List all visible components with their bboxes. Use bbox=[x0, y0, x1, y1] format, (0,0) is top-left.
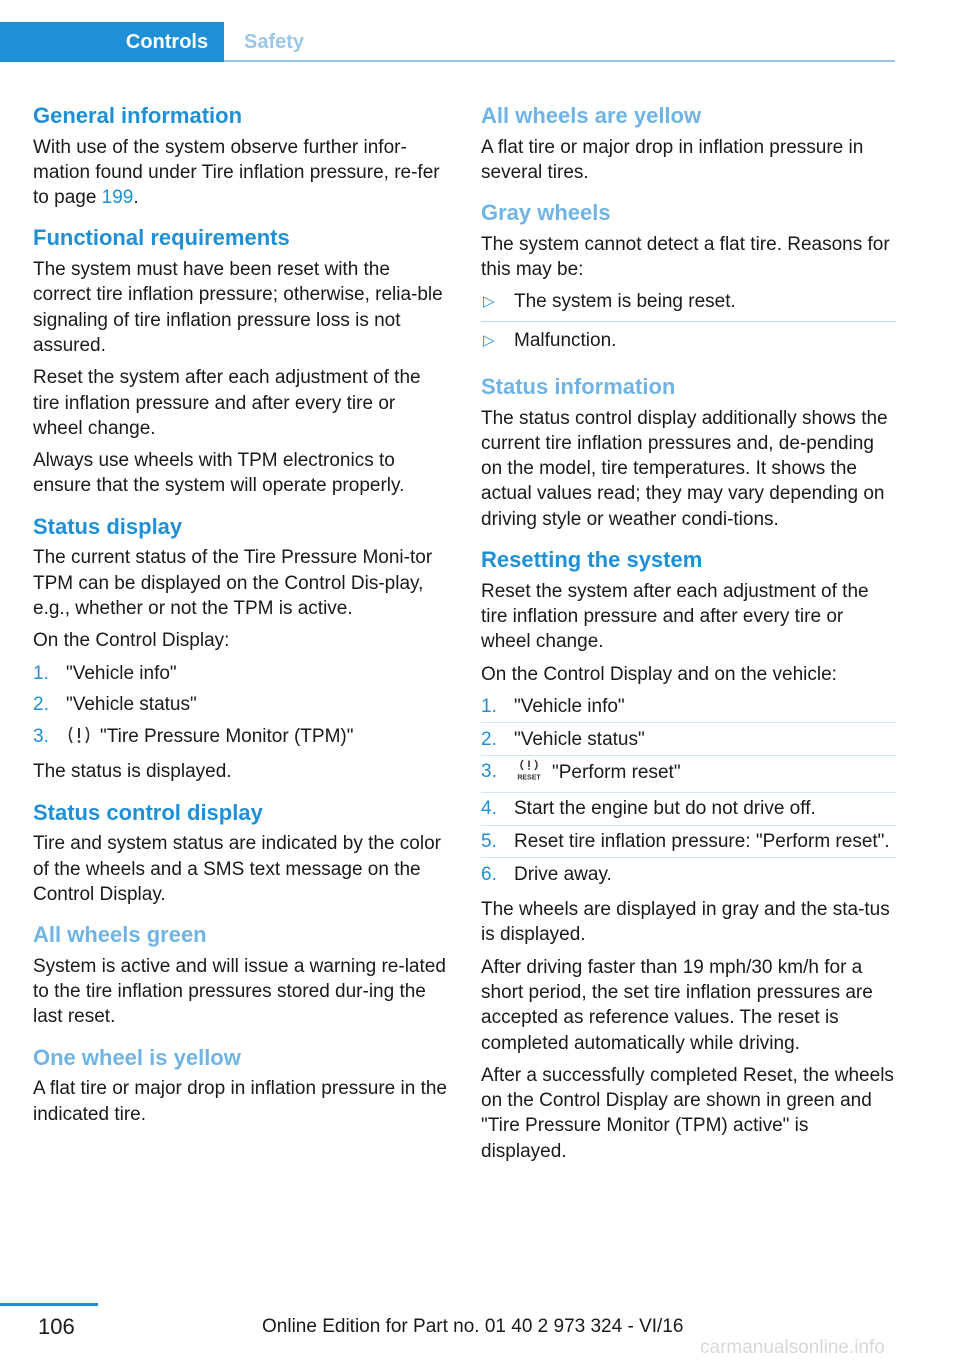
list-item: 6. Drive away. bbox=[481, 863, 612, 885]
watermark-text: carmanualsonline.info bbox=[700, 1337, 885, 1358]
status-display-text-3: The status is displayed. bbox=[33, 761, 232, 783]
status-information-text: The status control display additionally shows the current tire inflation pressures and, de-pending on the model, tire temperatures. It shows the actual values read; they may vary depending on driving style or weather condi-tions. bbox=[481, 407, 888, 530]
heading-functional-requirements: Functional requirements bbox=[33, 225, 290, 251]
section-one-wheel-yellow bbox=[33, 1044, 448, 1127]
section-status-information bbox=[481, 373, 896, 532]
tire-pressure-warning-icon bbox=[66, 725, 92, 752]
resetting-text-2: On the Control Display and on the vehicle: bbox=[481, 663, 837, 685]
heading-status-information: Status information bbox=[481, 373, 676, 399]
triangle-bullet-icon: ▷ bbox=[483, 331, 495, 349]
heading-gray-wheels: Gray wheels bbox=[481, 200, 611, 226]
list-item: 2. "Vehicle status" bbox=[481, 727, 896, 756]
tire-pressure-reset-icon bbox=[514, 759, 544, 788]
gray-wheels-text: The system cannot detect a flat tire. Reasons for this may be: bbox=[481, 233, 890, 281]
list-item: 3. RESET "Perform reset" bbox=[481, 759, 896, 792]
list-item: 3. "Tire Pressure Monitor (TPM)" bbox=[33, 724, 448, 752]
left-column bbox=[33, 102, 448, 1141]
heading-status-control-display: Status control display bbox=[33, 799, 263, 825]
heading-all-wheels-yellow: All wheels are yellow bbox=[481, 103, 702, 128]
status-display-text-1: The current status of the Tire Pressure Moni-tor TPM can be displayed on the Control Dis-play, e.g., whether or not the TPM is active. bbox=[33, 547, 433, 619]
list-item: 2. "Vehicle status" bbox=[33, 694, 197, 716]
page-reference-link[interactable]: 199 bbox=[101, 187, 134, 209]
resetting-text-1: Reset the system after each adjustment of the tire inflation pressure and after every tire or wheel change. bbox=[481, 580, 869, 653]
status-display-steps bbox=[33, 661, 448, 753]
all-wheels-green-text: System is active and will issue a warning re-lated to the tire inflation pressures stored dur-ing the last reset. bbox=[33, 955, 446, 1028]
resetting-text-3: The wheels are displayed in gray and the sta-tus is displayed. bbox=[481, 899, 890, 946]
tab-divider-line bbox=[224, 60, 895, 62]
section-general-information bbox=[33, 102, 448, 210]
list-item: ▷ The system is being reset. bbox=[481, 289, 896, 321]
section-gray-wheels bbox=[481, 199, 896, 359]
list-item: 1. "Vehicle info" bbox=[33, 662, 177, 684]
resetting-steps bbox=[481, 694, 896, 890]
status-control-text: Tire and system status are indicated by the color of the wheels and a SMS text message on the Control Display. bbox=[33, 833, 441, 905]
footer-edition-text: Online Edition for Part no. 01 40 2 973 324 - VI/16 bbox=[262, 1316, 684, 1337]
resetting-text-5: After a successfully completed Reset, the wheels on the Control Display are shown in green and "Tire Pressure Monitor (TPM) active" is displayed. bbox=[481, 1064, 894, 1162]
section-all-wheels-yellow bbox=[481, 102, 896, 185]
section-resetting-system bbox=[481, 546, 896, 1164]
section-status-display bbox=[33, 513, 448, 785]
gray-wheels-reasons bbox=[481, 289, 896, 359]
section-functional-requirements bbox=[33, 224, 448, 498]
heading-general-information: General information bbox=[33, 103, 243, 128]
triangle-bullet-icon: ▷ bbox=[483, 293, 495, 311]
section-tabbar bbox=[0, 22, 895, 62]
footer-accent-line bbox=[0, 1303, 98, 1306]
section-status-control-display bbox=[33, 799, 448, 907]
list-item: 1. "Vehicle info" bbox=[481, 694, 896, 723]
functional-text-2: Reset the system after each adjustment of the tire inflation pressure and after every tire or wheel change. bbox=[33, 367, 421, 439]
status-display-text-2: On the Control Display: bbox=[33, 630, 230, 652]
svg-text:RESET: RESET bbox=[517, 774, 541, 782]
heading-status-display: Status display bbox=[33, 513, 183, 539]
page-number: 106 bbox=[38, 1314, 75, 1339]
list-item: ▷ Malfunction. bbox=[481, 328, 896, 359]
general-information-text: With use of the system observe further infor-mation found under Tire inflation pressure, re-fer to page 199. bbox=[33, 136, 440, 209]
tab-safety[interactable]: Safety bbox=[243, 30, 305, 53]
functional-text-1: The system must have been reset with the correct tire inflation pressure; otherwise, relia-ble signaling of tire inflation pressure loss is not assured. bbox=[33, 259, 443, 356]
right-column bbox=[481, 102, 896, 1178]
section-all-wheels-green bbox=[33, 921, 448, 1029]
list-item: 5. Reset tire inflation pressure: "Perform reset". bbox=[481, 829, 896, 858]
resetting-text-4: After driving faster than 19 mph/30 km/h for a short period, the set tire inflation pressures are accepted as reference values. The reset is completed automatically while driving. bbox=[481, 956, 873, 1054]
all-wheels-yellow-text: A flat tire or major drop in inflation pressure in several tires. bbox=[481, 136, 864, 183]
functional-text-3: Always use wheels with TPM electronics to ensure that the system will operate properly. bbox=[33, 450, 405, 497]
heading-all-wheels-green: All wheels green bbox=[33, 922, 207, 948]
heading-one-wheel-yellow: One wheel is yellow bbox=[33, 1044, 241, 1070]
heading-resetting-system: Resetting the system bbox=[481, 547, 703, 573]
list-item: 4. Start the engine but do not drive off. bbox=[481, 796, 896, 825]
one-wheel-yellow-text: A flat tire or major drop in inflation pressure in the indicated tire. bbox=[33, 1078, 447, 1125]
tab-controls[interactable]: Controls bbox=[0, 22, 224, 62]
